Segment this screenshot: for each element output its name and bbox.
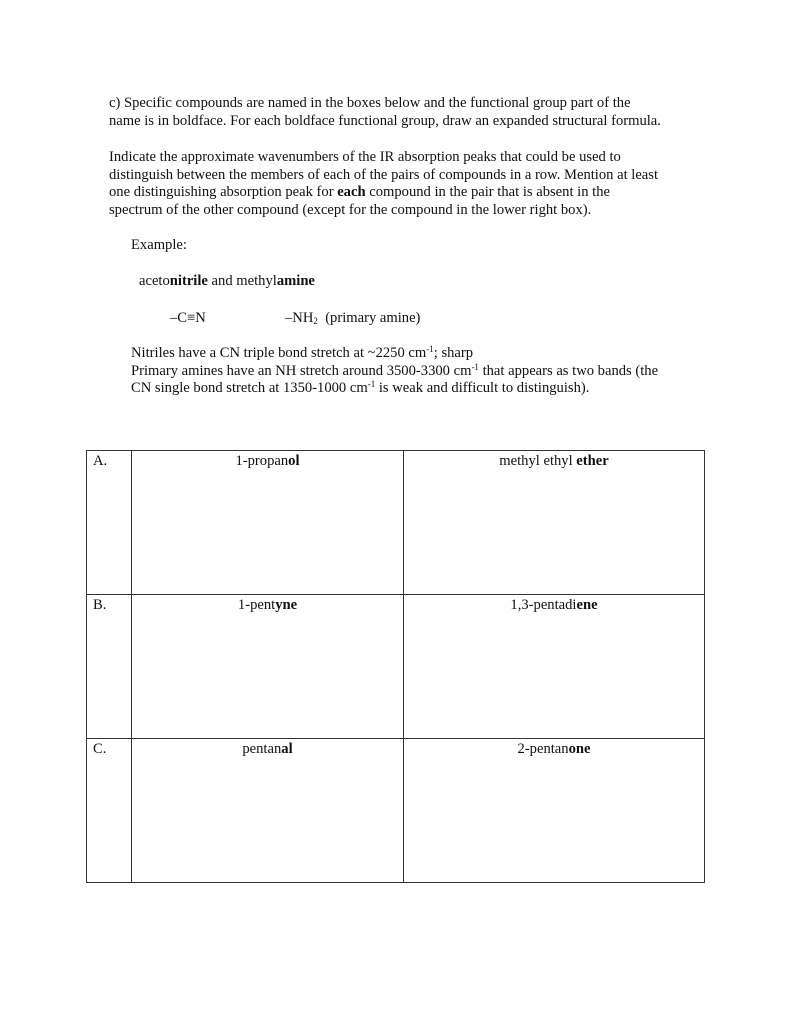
table-row [87,595,705,739]
answer-box-left[interactable] [132,451,404,595]
example-pair [139,273,729,291]
note-2-sup: -1 [471,361,479,372]
instructions-line-3-post: compound in the pair that is absent in the [365,184,610,201]
example-pair-b-bold: amine [276,273,315,289]
compound-name-bold: one [568,741,591,757]
instructions-line-4: spectrum of the other compound (except for the compound in the lower right box). [109,201,592,218]
answer-box-left[interactable] [132,595,404,739]
compound-pairs-table [86,450,705,883]
answer-box-left[interactable] [132,739,404,883]
note-1-sup: -1 [426,344,434,354]
example-pair-a-plain: aceto [139,273,170,289]
example-pair-a-bold: nitrile [169,273,208,289]
example-group-nitrile: –C≡N [170,310,206,326]
row-label: B. [87,595,132,739]
compound-name-bold: ether [576,453,609,469]
instructions-line-2: distinguish between the members of each of the pairs of compounds in a row. Mention at least [109,166,659,183]
example-group-amine [285,310,585,328]
intro-line-2: name is in boldface. For each boldface functional group, draw an expanded structural formula. [109,112,661,129]
compound-name-plain: 1,3-pentadi [510,597,577,613]
intro-paragraph [109,95,709,130]
note-2-pre: Primary amines have an NH stretch around 3500-3300 cm [131,362,472,379]
note-3-post: is weak and difficult to distinguish). [375,380,590,397]
table-row [87,451,705,595]
instructions-paragraph [109,149,709,219]
compound-name-plain: 1-propan [235,453,289,469]
row-label: A. [87,451,132,595]
intro-line-1: c) Specific compounds are named in the boxes below and the functional group part of the [109,95,631,111]
table-row [87,739,705,883]
example-group-amine-pre: –NH [285,310,314,326]
note-2-post: that appears as two bands (the [478,362,659,379]
compound-name-plain: 1-pent [237,597,276,613]
instructions-line-3-bold: each [337,184,366,201]
answer-box-right[interactable] [404,595,705,739]
compound-name-bold: ene [576,597,598,613]
note-1-post: ; sharp [433,345,474,361]
example-heading: Example: [131,237,187,253]
compound-name-bold: al [281,741,293,757]
answer-box-right[interactable] [404,739,705,883]
compound-name-plain: methyl ethyl [499,453,577,469]
compound-name-bold: yne [275,597,298,613]
instructions-line-3-pre: one distinguishing absorption peak for [109,184,338,201]
row-label: C. [87,739,132,883]
compound-name-bold: ol [288,453,300,469]
answer-box-right[interactable] [404,451,705,595]
note-3-pre: CN single bond stretch at 1350-1000 cm [131,380,368,397]
example-group-amine-sub: 2 [313,316,318,326]
example-group-amine-post: (primary amine) [317,310,421,326]
example-notes [131,345,706,398]
compound-name-plain: 2-pentan [517,741,569,757]
note-1-pre: Nitriles have a CN triple bond stretch at ~2250 cm [131,345,427,361]
instructions-line-1: Indicate the approximate wavenumbers of the IR absorption peaks that could be used to [109,149,621,165]
example-pair-join: and methyl [207,273,277,289]
compound-name-plain: pentan [242,741,282,757]
note-3-sup: -1 [367,379,376,390]
